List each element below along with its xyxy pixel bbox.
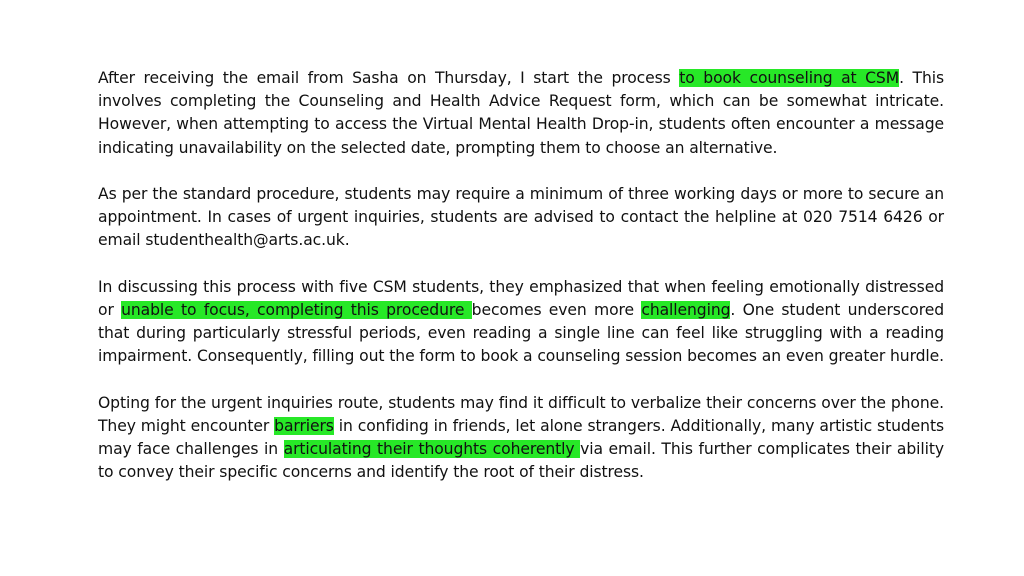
text-segment: After receiving the email from Sasha on Thursday, I start the process <box>98 69 680 87</box>
text-segment: As per the standard procedure, students may require a minimum of three working days or more to secure an appointment. In cases of urgent inquiries, students are advised to contact the helpline at 020 7514 6426 or email studenthealth@arts.ac.uk. <box>98 185 944 250</box>
text-segment: Opting for the urgent inquiries route, students may find it difficult to verbalize their concerns over the phone. They might encounter <box>98 393 944 435</box>
text-segment: . This involves completing the Counseling and Health Advice Request form, which can be somewhat intricate. However, when attempting to access the Virtual Mental Health Drop-in, students often encounter a message indicating unavailability on the selected date, prompting them to choose an alternative. <box>98 69 944 157</box>
paragraph-standard-procedure <box>98 183 944 253</box>
highlighted-text: articulating their thoughts coherently <box>283 440 581 459</box>
text-segment: via email. This further complicates their ability to convey their specific concerns and identify the root of their distress. <box>98 440 944 482</box>
text-segment: in confiding in friends, let alone strangers. Additionally, many artistic students may face challenges in <box>98 417 944 459</box>
paragraph-student-interviews <box>98 276 944 369</box>
document-body <box>98 67 944 508</box>
text-segment: In discussing this process with five CSM students, they emphasized that when feeling emotionally distressed or <box>98 277 944 319</box>
highlighted-text: to book counseling at CSM <box>679 69 900 87</box>
paragraph-booking-process <box>98 67 944 160</box>
text-segment: . One student underscored that during particularly stressful periods, even reading a single line can feel like struggling with a reading impairment. Consequently, filling out the form to book a counseling session becomes an even greater hurdle. <box>98 301 945 366</box>
highlighted-text: unable to focus, completing this procedure <box>121 301 472 319</box>
highlighted-text: challenging <box>641 301 731 319</box>
paragraph-urgent-route <box>98 392 944 485</box>
highlighted-text: barriers <box>274 417 334 435</box>
text-segment: becomes even more <box>471 301 642 319</box>
